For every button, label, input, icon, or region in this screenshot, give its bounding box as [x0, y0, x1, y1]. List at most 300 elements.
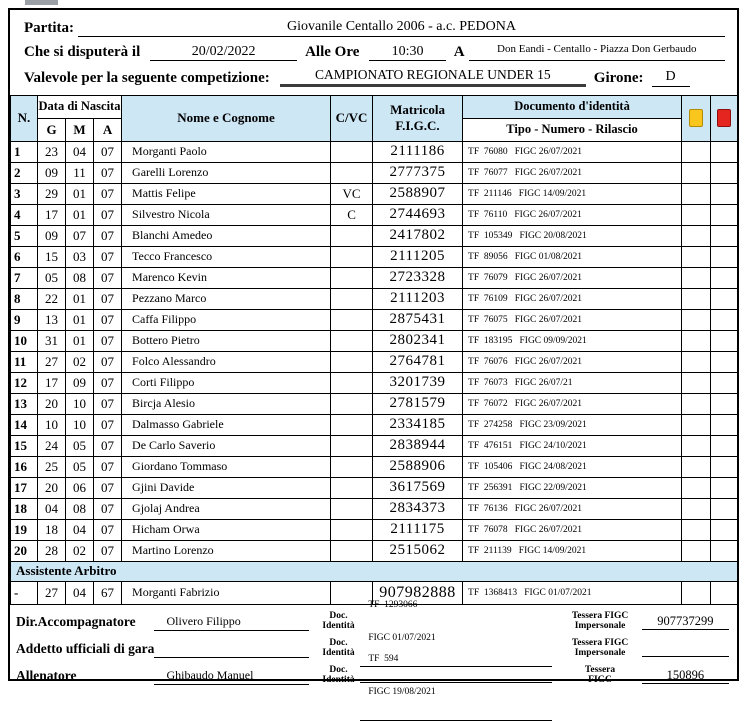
player-yellow-cell [682, 204, 711, 225]
player-number: 8 [11, 288, 38, 309]
official-name: Olivero Filippo [154, 614, 308, 631]
player-yellow-cell [682, 309, 711, 330]
match-form-document [8, 8, 739, 697]
roster-table [10, 95, 738, 605]
player-name: Garelli Lorenzo [122, 162, 331, 183]
player-red-cell [711, 246, 738, 267]
col-header-m: M [66, 118, 94, 141]
player-yellow-cell [682, 141, 711, 162]
player-matricola: 3201739 [373, 372, 463, 393]
player-birth-year: 07 [94, 540, 122, 561]
player-birth-day: 17 [38, 204, 66, 225]
official-name: Ghibaudo Manuel [154, 668, 308, 685]
player-document: TF 183195 FIGC 09/09/2021 [463, 330, 682, 351]
player-red-cell [711, 351, 738, 372]
player-name: Hicham Orwa [122, 519, 331, 540]
player-cvc [331, 330, 373, 351]
player-yellow-cell [682, 519, 711, 540]
official-role-label: Dir.Accompagnatore [16, 614, 136, 630]
player-birth-year: 07 [94, 519, 122, 540]
player-birth-month: 01 [66, 183, 94, 204]
player-cvc [331, 498, 373, 519]
player-red-cell [711, 204, 738, 225]
tessera-label-line2: Impersonale [574, 648, 626, 659]
player-name: Martino Lorenzo [122, 540, 331, 561]
player-yellow-cell [682, 456, 711, 477]
player-birth-year: 07 [94, 435, 122, 456]
player-birth-day: 10 [38, 414, 66, 435]
player-row [11, 183, 738, 204]
assistant-birth-year: 67 [94, 581, 122, 604]
player-matricola: 2588907 [373, 183, 463, 204]
player-matricola: 2744693 [373, 204, 463, 225]
assistant-birth-month: 04 [66, 581, 94, 604]
doc-identita-label [317, 639, 361, 659]
player-birth-year: 07 [94, 351, 122, 372]
col-header-cvc: C/VC [331, 95, 373, 141]
player-yellow-cell [682, 225, 711, 246]
player-red-cell [711, 456, 738, 477]
col-header-matricola [373, 95, 463, 141]
player-cvc [331, 309, 373, 330]
tessera-value: 907737299 [642, 614, 729, 630]
player-red-cell [711, 225, 738, 246]
player-name: Caffa Filippo [122, 309, 331, 330]
player-birth-month: 04 [66, 141, 94, 162]
player-matricola: 2723328 [373, 267, 463, 288]
player-cvc [331, 456, 373, 477]
player-row [11, 309, 738, 330]
player-matricola: 2875431 [373, 309, 463, 330]
player-cvc [331, 288, 373, 309]
player-red-cell [711, 330, 738, 351]
girone-value: D [652, 68, 690, 87]
partita-label: Partita: [24, 19, 74, 36]
player-document: TF 89056 FIGC 01/08/2021 [463, 246, 682, 267]
player-matricola: 2802341 [373, 330, 463, 351]
tessera-label-line1: Tessera FIGC [571, 611, 629, 622]
player-birth-month: 07 [66, 225, 94, 246]
top-edge-fragment [25, 0, 58, 5]
player-cvc: C [331, 204, 373, 225]
player-birth-month: 10 [66, 393, 94, 414]
player-row [11, 351, 738, 372]
player-birth-day: 29 [38, 183, 66, 204]
tessera-label-line2: Impersonale [574, 621, 626, 632]
player-birth-year: 07 [94, 225, 122, 246]
player-name: Corti Filippo [122, 372, 331, 393]
player-birth-year: 07 [94, 246, 122, 267]
player-red-cell [711, 372, 738, 393]
player-number: 17 [11, 477, 38, 498]
competition-label: Valevole per la seguente competizione: [24, 69, 270, 86]
player-birth-month: 01 [66, 330, 94, 351]
player-birth-day: 24 [38, 435, 66, 456]
assistant-number: - [11, 581, 38, 604]
player-birth-year: 07 [94, 372, 122, 393]
player-name: De Carlo Saverio [122, 435, 331, 456]
assistant-name: Morganti Fabrizio [122, 581, 331, 604]
player-document: TF 256391 FIGC 22/09/2021 [463, 477, 682, 498]
player-yellow-cell [682, 477, 711, 498]
yellow-card-icon [689, 109, 703, 127]
player-birth-year: 07 [94, 183, 122, 204]
matricola-label-line2: F.I.G.C. [395, 118, 440, 134]
player-yellow-cell [682, 162, 711, 183]
assistant-matricola: 907982888 [373, 581, 463, 604]
partita-value: Giovanile Centallo 2006 - a.c. PEDONA [78, 18, 725, 37]
at-label: A [453, 44, 465, 60]
player-document: TF 76078 FIGC 26/07/2021 [463, 519, 682, 540]
player-birth-day: 09 [38, 225, 66, 246]
player-red-cell [711, 540, 738, 561]
player-yellow-cell [682, 540, 711, 561]
player-cvc [331, 477, 373, 498]
player-number: 7 [11, 267, 38, 288]
col-header-g: G [38, 118, 66, 141]
player-yellow-cell [682, 330, 711, 351]
player-document: TF 476151 FIGC 24/10/2021 [463, 435, 682, 456]
player-red-cell [711, 141, 738, 162]
player-birth-year: 07 [94, 330, 122, 351]
player-row [11, 477, 738, 498]
player-red-cell [711, 435, 738, 456]
roster-header [11, 95, 738, 141]
player-red-cell [711, 309, 738, 330]
doc-label-line1: Doc. [329, 665, 348, 676]
player-cvc [331, 393, 373, 414]
player-birth-year: 07 [94, 414, 122, 435]
col-header-birth: Data di Nascita [38, 95, 122, 118]
player-matricola: 2111203 [373, 288, 463, 309]
player-matricola: 2777375 [373, 162, 463, 183]
player-document: TF 76077 FIGC 26/07/2021 [463, 162, 682, 183]
player-birth-day: 25 [38, 456, 66, 477]
tessera-label [558, 612, 641, 632]
player-document: TF 105406 FIGC 24/08/2021 [463, 456, 682, 477]
player-birth-month: 06 [66, 477, 94, 498]
player-row [11, 225, 738, 246]
date-value: 20/02/2022 [150, 43, 297, 62]
player-cvc [331, 351, 373, 372]
venue-value: Don Eandi - Centallo - Piazza Don Gerbaudo [469, 43, 725, 61]
player-document: TF 76109 FIGC 26/07/2021 [463, 288, 682, 309]
player-red-cell [711, 498, 738, 519]
player-row [11, 498, 738, 519]
doc-identita-label [317, 612, 361, 632]
doc-value-line1: TF 1293066 [368, 600, 418, 611]
competition-value: CAMPIONATO REGIONALE UNDER 15 [280, 67, 586, 87]
player-cvc [331, 267, 373, 288]
player-birth-day: 09 [38, 162, 66, 183]
player-birth-year: 07 [94, 309, 122, 330]
player-red-cell [711, 183, 738, 204]
player-birth-day: 28 [38, 540, 66, 561]
player-yellow-cell [682, 267, 711, 288]
doc-label-line1: Doc. [329, 611, 348, 622]
player-birth-day: 18 [38, 519, 66, 540]
assistant-birth-day: 27 [38, 581, 66, 604]
player-birth-month: 10 [66, 414, 94, 435]
player-name: Tecco Francesco [122, 246, 331, 267]
official-row-allenatore [16, 654, 731, 697]
player-name: Gjolaj Andrea [122, 498, 331, 519]
doc-value-line2: FIGC 19/08/2021 [368, 686, 436, 697]
tessera-label-line1: Tessera FIGC [571, 638, 629, 649]
player-birth-year: 07 [94, 267, 122, 288]
official-name [154, 641, 308, 658]
player-number: 3 [11, 183, 38, 204]
player-matricola: 3617569 [373, 477, 463, 498]
player-number: 1 [11, 141, 38, 162]
player-matricola: 2588906 [373, 456, 463, 477]
player-birth-year: 07 [94, 162, 122, 183]
player-birth-day: 31 [38, 330, 66, 351]
player-birth-month: 05 [66, 456, 94, 477]
player-name: Pezzano Marco [122, 288, 331, 309]
player-birth-year: 07 [94, 393, 122, 414]
player-name: Silvestro Nicola [122, 204, 331, 225]
col-header-yellow-card [682, 95, 711, 141]
player-document: TF 105349 FIGC 20/08/2021 [463, 225, 682, 246]
player-number: 19 [11, 519, 38, 540]
player-birth-day: 05 [38, 267, 66, 288]
player-number: 20 [11, 540, 38, 561]
player-cvc [331, 141, 373, 162]
time-label: Alle Ore [305, 44, 360, 60]
assistant-document: TF 1368413 FIGC 01/07/2021 [463, 581, 682, 604]
player-row [11, 435, 738, 456]
player-number: 9 [11, 309, 38, 330]
player-birth-day: 23 [38, 141, 66, 162]
player-row [11, 414, 738, 435]
col-header-name: Nome e Cognome [122, 95, 331, 141]
player-cvc [331, 519, 373, 540]
assistant-band-label: Assistente Arbitro [11, 561, 738, 581]
player-row [11, 540, 738, 561]
player-birth-day: 27 [38, 351, 66, 372]
player-cvc [331, 246, 373, 267]
player-matricola: 2111175 [373, 519, 463, 540]
player-row [11, 456, 738, 477]
player-cvc: VC [331, 183, 373, 204]
player-birth-year: 07 [94, 477, 122, 498]
player-cvc [331, 372, 373, 393]
player-matricola: 2838944 [373, 435, 463, 456]
player-name: Morganti Paolo [122, 141, 331, 162]
player-row [11, 288, 738, 309]
player-yellow-cell [682, 288, 711, 309]
player-birth-year: 07 [94, 141, 122, 162]
doc-value-line2: FIGC 01/07/2021 [368, 632, 436, 643]
player-name: Bircja Alesio [122, 393, 331, 414]
date-time-line [22, 43, 725, 62]
col-header-red-card [711, 95, 738, 141]
player-number: 5 [11, 225, 38, 246]
player-document: TF 211139 FIGC 14/09/2021 [463, 540, 682, 561]
player-birth-month: 08 [66, 498, 94, 519]
player-red-cell [711, 414, 738, 435]
player-cvc [331, 162, 373, 183]
player-birth-month: 02 [66, 351, 94, 372]
player-cvc [331, 540, 373, 561]
player-document: TF 76110 FIGC 26/07/2021 [463, 204, 682, 225]
player-matricola: 2417802 [373, 225, 463, 246]
player-name: Blanchi Amedeo [122, 225, 331, 246]
player-row [11, 372, 738, 393]
player-row [11, 141, 738, 162]
player-name: Marenco Kevin [122, 267, 331, 288]
col-header-doc-sub: Tipo - Numero - Rilascio [463, 118, 682, 141]
tessera-value [642, 641, 729, 657]
player-red-cell [711, 267, 738, 288]
form-header [10, 10, 737, 95]
date-label: Che si disputerà il [24, 44, 141, 60]
official-role-label: Addetto ufficiali di gara [16, 641, 155, 657]
matricola-label-line1: Matricola [390, 102, 445, 118]
player-birth-month: 08 [66, 267, 94, 288]
player-name: Dalmasso Gabriele [122, 414, 331, 435]
player-birth-month: 09 [66, 372, 94, 393]
player-birth-month: 03 [66, 246, 94, 267]
players-body [11, 141, 738, 561]
player-name: Gjini Davide [122, 477, 331, 498]
tessera-value: 150896 [642, 668, 729, 684]
player-number: 15 [11, 435, 38, 456]
player-document: TF 76076 FIGC 26/07/2021 [463, 351, 682, 372]
player-birth-month: 04 [66, 519, 94, 540]
player-matricola: 2334185 [373, 414, 463, 435]
player-document: TF 274258 FIGC 23/09/2021 [463, 414, 682, 435]
player-row [11, 162, 738, 183]
player-matricola: 2781579 [373, 393, 463, 414]
player-matricola: 2111205 [373, 246, 463, 267]
player-number: 14 [11, 414, 38, 435]
player-birth-day: 13 [38, 309, 66, 330]
tessera-label-line2: FIGC [588, 675, 612, 686]
player-birth-year: 07 [94, 204, 122, 225]
player-number: 6 [11, 246, 38, 267]
doc-value-line1: TF 594 [368, 654, 399, 665]
player-number: 16 [11, 456, 38, 477]
player-birth-day: 22 [38, 288, 66, 309]
player-number: 4 [11, 204, 38, 225]
player-matricola: 2515062 [373, 540, 463, 561]
player-document: TF 76079 FIGC 26/07/2021 [463, 267, 682, 288]
doc-label-line2: Identità [322, 648, 355, 659]
player-document: TF 76075 FIGC 26/07/2021 [463, 309, 682, 330]
player-row [11, 330, 738, 351]
player-row [11, 519, 738, 540]
tessera-label [558, 666, 641, 686]
player-matricola: 2764781 [373, 351, 463, 372]
tessera-label-line1: Tessera [584, 665, 616, 676]
col-header-n: N. [11, 95, 38, 141]
player-document: TF 211146 FIGC 14/09/2021 [463, 183, 682, 204]
player-yellow-cell [682, 246, 711, 267]
player-document: TF 76080 FIGC 26/07/2021 [463, 141, 682, 162]
player-document: TF 76073 FIGC 26/07/21 [463, 372, 682, 393]
player-number: 10 [11, 330, 38, 351]
time-value: 10:30 [369, 43, 445, 62]
player-yellow-cell [682, 183, 711, 204]
player-document: TF 76072 FIGC 26/07/2021 [463, 393, 682, 414]
competition-line [22, 67, 725, 87]
player-name: Folco Alessandro [122, 351, 331, 372]
player-red-cell [711, 288, 738, 309]
tessera-label [558, 639, 641, 659]
player-cvc [331, 414, 373, 435]
player-birth-year: 07 [94, 498, 122, 519]
player-red-cell [711, 477, 738, 498]
player-cvc [331, 435, 373, 456]
player-row [11, 246, 738, 267]
player-birth-month: 01 [66, 288, 94, 309]
player-birth-year: 07 [94, 288, 122, 309]
player-red-cell [711, 519, 738, 540]
player-yellow-cell [682, 372, 711, 393]
player-matricola: 2111186 [373, 141, 463, 162]
player-name: Giordano Tommaso [122, 456, 331, 477]
player-birth-day: 04 [38, 498, 66, 519]
official-doc-value [360, 632, 552, 720]
doc-label-line2: Identità [322, 675, 355, 686]
doc-label-line2: Identità [322, 621, 355, 632]
player-birth-month: 01 [66, 309, 94, 330]
player-birth-day: 15 [38, 246, 66, 267]
player-birth-month: 02 [66, 540, 94, 561]
player-name: Bottero Pietro [122, 330, 331, 351]
assistant-yellow-cell [682, 581, 711, 604]
col-header-a: A [94, 118, 122, 141]
player-red-cell [711, 162, 738, 183]
player-document: TF 76136 FIGC 26/07/2021 [463, 498, 682, 519]
player-cvc [331, 225, 373, 246]
player-yellow-cell [682, 414, 711, 435]
player-birth-day: 20 [38, 393, 66, 414]
officials-section [10, 600, 737, 697]
official-role-label: Allenatore [16, 668, 77, 684]
player-number: 2 [11, 162, 38, 183]
player-birth-month: 01 [66, 204, 94, 225]
player-number: 18 [11, 498, 38, 519]
player-yellow-cell [682, 498, 711, 519]
player-number: 13 [11, 393, 38, 414]
player-birth-month: 11 [66, 162, 94, 183]
girone-label: Girone: [593, 69, 644, 86]
doc-label-line1: Doc. [329, 638, 348, 649]
player-row [11, 393, 738, 414]
player-birth-month: 05 [66, 435, 94, 456]
player-number: 12 [11, 372, 38, 393]
player-row [11, 267, 738, 288]
red-card-icon [717, 109, 731, 127]
match-line [22, 18, 725, 37]
assistant-red-cell [711, 581, 738, 604]
col-header-document: Documento d'identità [463, 95, 682, 118]
player-number: 11 [11, 351, 38, 372]
player-name: Mattis Felipe [122, 183, 331, 204]
player-red-cell [711, 393, 738, 414]
player-row [11, 204, 738, 225]
player-birth-year: 07 [94, 456, 122, 477]
player-yellow-cell [682, 351, 711, 372]
player-yellow-cell [682, 435, 711, 456]
player-yellow-cell [682, 393, 711, 414]
doc-identita-label [317, 666, 361, 686]
player-birth-day: 20 [38, 477, 66, 498]
player-birth-day: 17 [38, 372, 66, 393]
